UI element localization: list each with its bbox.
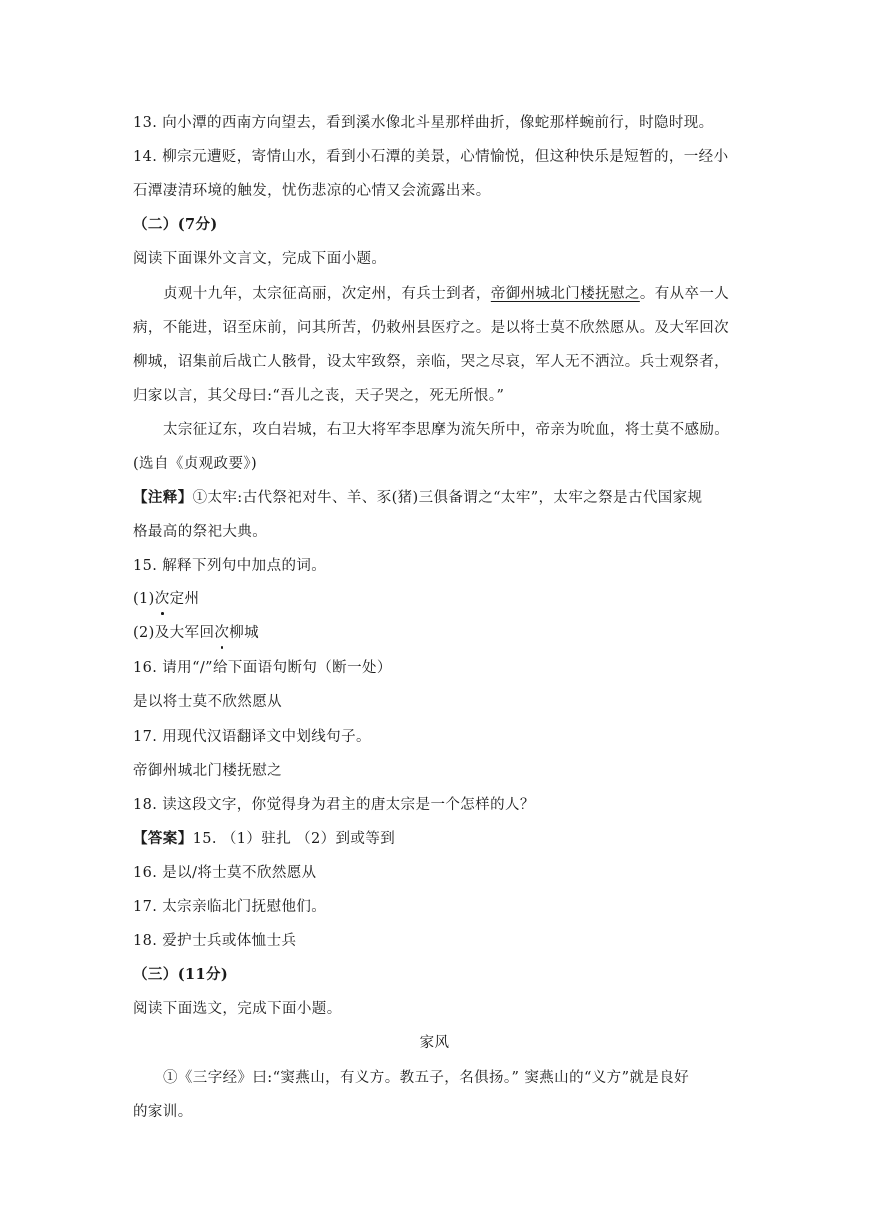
note-label: 【注释】 xyxy=(133,489,193,506)
underlined-sentence: 帝御州城北门楼抚慰之 xyxy=(490,286,640,302)
passage-source: (选自《贞观政要》) xyxy=(133,456,258,472)
note-line2: 格最高的祭祀大典。 xyxy=(133,524,268,540)
answer-text: 15. （1）驻扎 （2）到或等到 xyxy=(192,831,396,847)
item-text: (2)及大军回 xyxy=(133,625,215,641)
passage-p1-line2: 病，不能进，诏至床前，问其所苦，仍敕州县医疗之。是以将士莫不欣然愿从。及大军回次 xyxy=(133,320,729,336)
essay-p1-line2: 的家训。 xyxy=(133,1104,193,1120)
answer-line-15 xyxy=(133,829,743,849)
answer-14-line2: 石潭凄清环境的触发，忧伤悲凉的心情又会流露出来。 xyxy=(133,183,491,199)
essay-title: 家风 xyxy=(419,1035,450,1051)
passage-p1-line1 xyxy=(163,284,773,304)
question-16: 16. 请用“/”给下面语句断句（断一处） xyxy=(133,660,392,676)
answer-label: 【答案】 xyxy=(133,830,193,847)
question-17-text: 帝御州城北门楼抚慰之 xyxy=(133,763,282,779)
passage-p2: 太宗征辽东，攻白岩城，右卫大将军李思摩为流矢所中，帝亲为吮血，将士莫不感励。 xyxy=(163,422,730,438)
dotted-word: 次 xyxy=(214,625,230,641)
section2-heading: （二）(7分) xyxy=(133,216,218,233)
note-text: ①太牢:古代祭祀对牛、羊、豕(猪)三俱备谓之“太牢”，太牢之祭是古代国家规 xyxy=(192,490,703,506)
passage-p1-line4: 归家以言，其父母曰:“吾儿之丧，天子哭之，死无所恨。” xyxy=(133,388,505,404)
question-15-item2 xyxy=(133,623,743,643)
answer-13: 13. 向小潭的西南方向望去，看到溪水像北斗星那样曲折，像蛇那样蜿前行，时隐时现。 xyxy=(133,115,714,131)
question-15-item1 xyxy=(133,589,743,609)
section3-instruction: 阅读下面选文，完成下面小题。 xyxy=(133,1001,342,1017)
answer-line-16: 16. 是以/将士莫不欣然愿从 xyxy=(133,865,317,881)
question-18: 18. 读这段文字，你觉得身为君主的唐太宗是一个怎样的人？ xyxy=(133,797,535,813)
dotted-word: 次 xyxy=(154,591,170,607)
answer-line-17: 17. 太宗亲临北门抚慰他们。 xyxy=(133,899,327,915)
passage-p1-line3: 柳城，诏集前后战亡人骸骨，设太牢致祭，亲临，哭之尽哀，军人无不洒泣。兵士观祭者， xyxy=(133,354,729,370)
question-15: 15. 解释下列句中加点的词。 xyxy=(133,558,327,574)
item-number: (1) xyxy=(133,591,155,607)
essay-p1-line1: ①《三字经》曰:“窦燕山，有义方。教五子，名俱扬。” 窦燕山的“义方”就是良好 xyxy=(163,1070,689,1086)
passage-text: 贞观十九年，太宗征高丽，次定州，有兵士到者， xyxy=(163,286,491,302)
note-line1 xyxy=(133,488,743,508)
question-16-text: 是以将士莫不欣然愿从 xyxy=(133,694,282,710)
item-text: 定州 xyxy=(169,591,200,607)
item-text: 柳城 xyxy=(229,625,260,641)
passage-text: 。有从卒一人 xyxy=(639,286,730,302)
section2-instruction: 阅读下面课外文言文，完成下面小题。 xyxy=(133,251,387,267)
section3-heading: （三）(11分) xyxy=(133,966,229,983)
answer-14-line1: 14. 柳宗元遭贬，寄情山水，看到小石潭的美景，心情愉悦，但这种快乐是短暂的，一经小 xyxy=(133,149,729,165)
question-17: 17. 用现代汉语翻译文中划线句子。 xyxy=(133,729,371,745)
answer-line-18: 18. 爱护士兵或体恤士兵 xyxy=(133,933,297,949)
